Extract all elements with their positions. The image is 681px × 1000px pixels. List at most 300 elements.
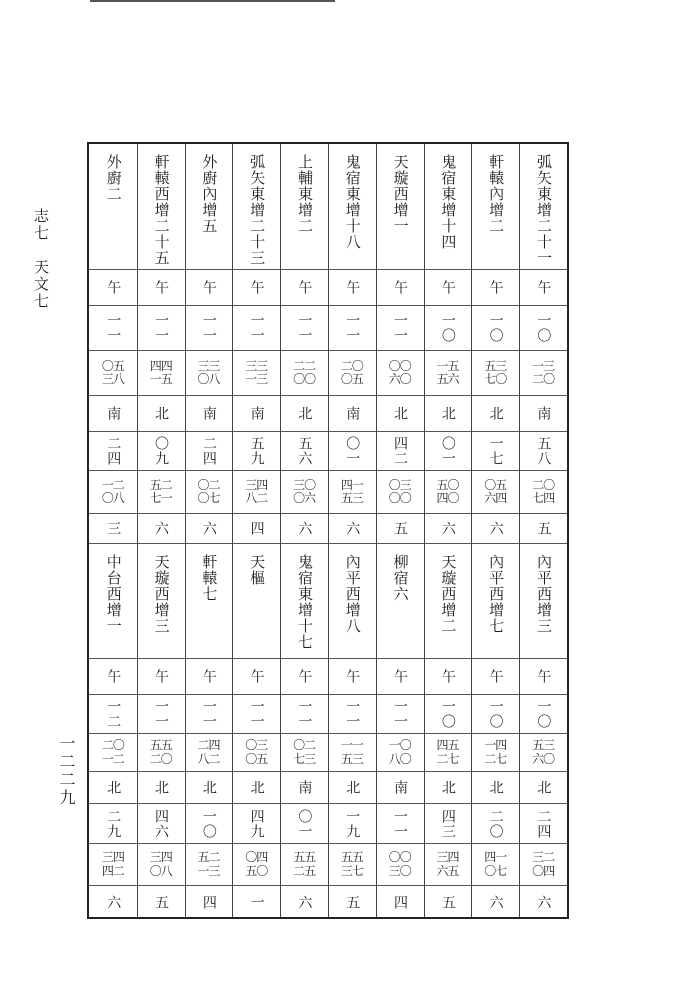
cell-value: 三四 六五 bbox=[436, 850, 459, 878]
cell-value: 五九 bbox=[248, 436, 265, 466]
cell-value: 二四 bbox=[535, 808, 552, 839]
table-cell-deg bbox=[424, 734, 472, 772]
table-cell-mag bbox=[328, 886, 376, 919]
table-cell-hour bbox=[280, 659, 328, 695]
column-divider bbox=[185, 144, 186, 917]
table-cell-star bbox=[280, 144, 328, 270]
table-cell-star bbox=[328, 144, 376, 270]
table-cell-lat bbox=[232, 432, 280, 471]
cell-value: 〇一 bbox=[296, 808, 313, 839]
table-cell-mag bbox=[424, 886, 472, 919]
cell-value: 午 bbox=[487, 669, 504, 684]
table-cell-dir bbox=[185, 772, 233, 804]
table-cell-star bbox=[185, 144, 233, 270]
cell-value: 五三 七〇 bbox=[484, 358, 507, 386]
table-column bbox=[232, 144, 280, 917]
cell-value: 六 bbox=[105, 895, 122, 910]
table-cell-pos bbox=[424, 695, 472, 734]
cell-value: 一〇 bbox=[439, 313, 456, 343]
table-cell-hour bbox=[424, 659, 472, 695]
table-cell-mag_detail bbox=[519, 844, 567, 886]
cell-value: 〇三 〇五 bbox=[245, 738, 268, 766]
cell-value: 四九 bbox=[248, 808, 265, 839]
top-rule bbox=[90, 0, 335, 2]
table-cell-mag_detail bbox=[471, 471, 519, 514]
star-name: 軒轅七 bbox=[200, 554, 219, 602]
table-cell-star bbox=[89, 544, 137, 659]
table-cell-deg bbox=[137, 351, 185, 396]
cell-value: 六 bbox=[535, 895, 552, 910]
cell-value: 北 bbox=[535, 780, 552, 795]
table-cell-pos bbox=[376, 306, 424, 351]
table-column bbox=[280, 144, 328, 917]
cell-value: 二九 bbox=[105, 808, 122, 839]
table-cell-dir bbox=[328, 772, 376, 804]
table-cell-deg bbox=[424, 351, 472, 396]
cell-value: 六 bbox=[344, 521, 361, 536]
table-cell-star bbox=[471, 544, 519, 659]
cell-value: 〇五 六四 bbox=[484, 477, 507, 505]
table-cell-pos bbox=[89, 306, 137, 351]
table-cell-star bbox=[89, 144, 137, 270]
table-column bbox=[471, 144, 519, 917]
cell-value: 六 bbox=[296, 521, 313, 536]
table-cell-pos bbox=[519, 695, 567, 734]
table-cell-mag_detail bbox=[137, 471, 185, 514]
table-column bbox=[89, 144, 137, 917]
cell-value: 六 bbox=[439, 521, 456, 536]
table-cell-mag_detail bbox=[328, 844, 376, 886]
cell-value: 五 bbox=[153, 895, 170, 910]
cell-value: 午 bbox=[535, 669, 552, 684]
table-cell-dir bbox=[280, 396, 328, 432]
table-cell-hour bbox=[471, 270, 519, 306]
cell-value: 四 bbox=[200, 895, 217, 910]
cell-value: 午 bbox=[344, 669, 361, 684]
table-cell-star bbox=[471, 144, 519, 270]
table-cell-mag_detail bbox=[232, 471, 280, 514]
column-divider bbox=[232, 144, 233, 917]
table-column bbox=[185, 144, 233, 917]
table-cell-lat bbox=[519, 804, 567, 844]
cell-value: 一一 bbox=[105, 313, 122, 343]
table-cell-hour bbox=[137, 270, 185, 306]
cell-value: 四 bbox=[392, 895, 409, 910]
table-cell-mag_detail bbox=[424, 844, 472, 886]
cell-value: 北 bbox=[248, 780, 265, 795]
column-divider bbox=[328, 144, 329, 917]
cell-value: 南 bbox=[296, 780, 313, 795]
table-cell-mag bbox=[89, 514, 137, 544]
cell-value: 六 bbox=[296, 895, 313, 910]
table-cell-pos bbox=[89, 695, 137, 734]
column-divider bbox=[424, 144, 425, 917]
table-cell-hour bbox=[280, 270, 328, 306]
cell-value: 三三 〇八 bbox=[197, 358, 220, 386]
table-cell-star bbox=[280, 544, 328, 659]
cell-value: 午 bbox=[392, 280, 409, 295]
table-cell-lat bbox=[424, 432, 472, 471]
page-number: 一二二九 bbox=[57, 735, 76, 807]
table-cell-deg bbox=[328, 351, 376, 396]
table-cell-pos bbox=[376, 695, 424, 734]
table-cell-lat bbox=[137, 804, 185, 844]
table-cell-hour bbox=[232, 270, 280, 306]
cell-value: 三四 四二 bbox=[101, 850, 124, 878]
table-cell-mag_detail bbox=[376, 471, 424, 514]
cell-value: 南 bbox=[200, 406, 217, 421]
table-cell-pos bbox=[137, 695, 185, 734]
table-cell-star bbox=[519, 544, 567, 659]
star-name: 鬼宿東增十八 bbox=[343, 154, 362, 250]
cell-value: 南 bbox=[248, 406, 265, 421]
table-cell-hour bbox=[137, 659, 185, 695]
table-cell-mag_detail bbox=[89, 844, 137, 886]
table-cell-dir bbox=[471, 772, 519, 804]
table-cell-lat bbox=[376, 804, 424, 844]
table-cell-hour bbox=[328, 270, 376, 306]
table-cell-star bbox=[232, 144, 280, 270]
table-column bbox=[519, 144, 567, 917]
table-cell-hour bbox=[376, 270, 424, 306]
table-cell-pos bbox=[471, 695, 519, 734]
cell-value: 午 bbox=[535, 280, 552, 295]
table-cell-dir bbox=[89, 396, 137, 432]
star-name: 天樞 bbox=[248, 554, 267, 586]
table-cell-pos bbox=[328, 306, 376, 351]
table-column bbox=[424, 144, 472, 917]
table-cell-mag bbox=[376, 514, 424, 544]
table-cell-dir bbox=[232, 772, 280, 804]
table-cell-mag bbox=[232, 514, 280, 544]
star-name: 中台西增一 bbox=[104, 554, 123, 634]
cell-value: 〇三 〇〇 bbox=[388, 477, 411, 505]
cell-value: 午 bbox=[153, 669, 170, 684]
table-cell-mag bbox=[137, 514, 185, 544]
star-name: 軒轅西增二十五 bbox=[152, 154, 171, 266]
cell-value: 五 bbox=[439, 895, 456, 910]
star-name: 柳宿六 bbox=[391, 554, 410, 602]
table-cell-lat bbox=[137, 432, 185, 471]
table-cell-pos bbox=[185, 695, 233, 734]
cell-value: 一一 bbox=[200, 313, 217, 343]
cell-value: 〇〇 三〇 bbox=[388, 850, 411, 878]
cell-value: 北 bbox=[153, 780, 170, 795]
cell-value: 五二 一三 bbox=[197, 850, 220, 878]
table-cell-pos bbox=[519, 306, 567, 351]
table-cell-deg bbox=[232, 734, 280, 772]
cell-value: 五五 二〇 bbox=[149, 738, 172, 766]
table-cell-mag_detail bbox=[280, 471, 328, 514]
table-cell-star bbox=[376, 544, 424, 659]
column-divider bbox=[137, 144, 138, 917]
cell-value: 午 bbox=[200, 669, 217, 684]
cell-value: 五 bbox=[392, 521, 409, 536]
table-cell-mag bbox=[471, 886, 519, 919]
table-cell-deg bbox=[280, 734, 328, 772]
table-cell-lat bbox=[471, 432, 519, 471]
star-name: 軒轅內增二 bbox=[487, 154, 506, 234]
cell-value: 一〇 bbox=[487, 313, 504, 343]
cell-value: 一〇 bbox=[439, 699, 456, 729]
cell-value: 一〇 bbox=[535, 699, 552, 729]
table-cell-mag_detail bbox=[185, 471, 233, 514]
cell-value: 〇五 三八 bbox=[101, 358, 124, 386]
column-divider bbox=[280, 144, 281, 917]
table-cell-deg bbox=[471, 351, 519, 396]
cell-value: 一九 bbox=[344, 808, 361, 839]
table-cell-hour bbox=[471, 659, 519, 695]
cell-value: 北 bbox=[105, 780, 122, 795]
table-cell-mag_detail bbox=[376, 844, 424, 886]
cell-value: 五六 bbox=[296, 436, 313, 466]
star-name: 上輔東增二 bbox=[295, 154, 314, 234]
table-cell-lat bbox=[280, 432, 328, 471]
cell-value: 六 bbox=[153, 521, 170, 536]
cell-value: 南 bbox=[535, 406, 552, 421]
cell-value: 四六 bbox=[153, 808, 170, 839]
table-cell-dir bbox=[376, 772, 424, 804]
cell-value: 一一 bbox=[200, 699, 217, 729]
table-cell-mag bbox=[519, 514, 567, 544]
chapter-title: 志七 天文七 bbox=[32, 208, 50, 310]
table-cell-deg bbox=[376, 351, 424, 396]
table-cell-mag bbox=[232, 886, 280, 919]
cell-value: 一〇 八〇 bbox=[388, 738, 411, 766]
table-cell-hour bbox=[519, 659, 567, 695]
cell-value: 一一 五三 bbox=[340, 738, 363, 766]
table-cell-pos bbox=[232, 306, 280, 351]
cell-value: 一一 bbox=[344, 313, 361, 343]
table-cell-mag bbox=[89, 886, 137, 919]
cell-value: 南 bbox=[344, 406, 361, 421]
table-cell-hour bbox=[185, 270, 233, 306]
cell-value: 二〇 bbox=[487, 808, 504, 839]
table-cell-hour bbox=[376, 659, 424, 695]
cell-value: 北 bbox=[439, 406, 456, 421]
cell-value: 三四 〇八 bbox=[149, 850, 172, 878]
table-cell-mag bbox=[185, 514, 233, 544]
cell-value: 北 bbox=[344, 780, 361, 795]
table-cell-mag_detail bbox=[280, 844, 328, 886]
table-cell-lat bbox=[185, 432, 233, 471]
cell-value: 五 bbox=[535, 521, 552, 536]
cell-value: 〇〇 六〇 bbox=[388, 358, 411, 386]
cell-value: 一一 bbox=[153, 313, 170, 343]
table-cell-hour bbox=[185, 659, 233, 695]
table-cell-pos bbox=[280, 306, 328, 351]
table-cell-mag bbox=[424, 514, 472, 544]
cell-value: 五三 六〇 bbox=[532, 738, 555, 766]
cell-value: 午 bbox=[105, 280, 122, 295]
table-cell-star bbox=[376, 144, 424, 270]
cell-value: 五五 三七 bbox=[340, 850, 363, 878]
star-name: 天璇西增一 bbox=[391, 154, 410, 234]
cell-value: 南 bbox=[105, 406, 122, 421]
star-name: 內平西增七 bbox=[487, 554, 506, 634]
table-cell-dir bbox=[185, 396, 233, 432]
table-cell-lat bbox=[232, 804, 280, 844]
table-cell-star bbox=[232, 544, 280, 659]
cell-value: 六 bbox=[487, 895, 504, 910]
cell-value: 北 bbox=[296, 406, 313, 421]
column-divider bbox=[376, 144, 377, 917]
table-cell-star bbox=[519, 144, 567, 270]
star-catalog-table bbox=[87, 142, 569, 919]
cell-value: 三〇 〇六 bbox=[293, 477, 316, 505]
cell-value: 〇四 五〇 bbox=[245, 850, 268, 878]
cell-value: 〇一 bbox=[439, 436, 456, 466]
table-cell-mag_detail bbox=[471, 844, 519, 886]
table-cell-hour bbox=[232, 659, 280, 695]
cell-value: 二〇 〇五 bbox=[340, 358, 363, 386]
cell-value: 午 bbox=[296, 669, 313, 684]
table-cell-mag bbox=[280, 514, 328, 544]
table-cell-deg bbox=[376, 734, 424, 772]
table-cell-lat bbox=[89, 432, 137, 471]
cell-value: 北 bbox=[487, 406, 504, 421]
cell-value: 午 bbox=[296, 280, 313, 295]
cell-value: 〇九 bbox=[153, 436, 170, 466]
cell-value: 四五 二七 bbox=[436, 738, 459, 766]
table-cell-dir bbox=[137, 772, 185, 804]
cell-value: 三四 八二 bbox=[245, 477, 268, 505]
table-cell-dir bbox=[424, 772, 472, 804]
table-cell-hour bbox=[328, 659, 376, 695]
cell-value: 午 bbox=[344, 280, 361, 295]
table-cell-deg bbox=[185, 734, 233, 772]
cell-value: 一二 〇八 bbox=[101, 477, 124, 505]
table-cell-deg bbox=[89, 734, 137, 772]
cell-value: 北 bbox=[487, 780, 504, 795]
star-name: 外廚二 bbox=[104, 154, 123, 202]
cell-value: 五五 二五 bbox=[293, 850, 316, 878]
cell-value: 四一 〇七 bbox=[484, 850, 507, 878]
table-cell-mag bbox=[185, 886, 233, 919]
table-cell-mag bbox=[280, 886, 328, 919]
table-cell-lat bbox=[424, 804, 472, 844]
star-name: 內平西增三 bbox=[534, 554, 553, 634]
cell-value: 三三 一三 bbox=[245, 358, 268, 386]
cell-value: 二四 八二 bbox=[197, 738, 220, 766]
table-cell-pos bbox=[328, 695, 376, 734]
cell-value: 北 bbox=[200, 780, 217, 795]
cell-value: 午 bbox=[487, 280, 504, 295]
cell-value: 午 bbox=[153, 280, 170, 295]
cell-value: 一一 bbox=[153, 699, 170, 729]
table-cell-mag bbox=[137, 886, 185, 919]
table-cell-deg bbox=[185, 351, 233, 396]
column-divider bbox=[519, 144, 520, 917]
cell-value: 三 bbox=[105, 521, 122, 536]
cell-value: 一一 bbox=[296, 313, 313, 343]
table-cell-pos bbox=[280, 695, 328, 734]
table-cell-pos bbox=[424, 306, 472, 351]
star-name: 弧矢東增二十一 bbox=[534, 154, 553, 266]
table-cell-lat bbox=[185, 804, 233, 844]
cell-value: 一一 bbox=[248, 313, 265, 343]
cell-value: 一 bbox=[248, 895, 265, 910]
cell-value: 一二 bbox=[105, 699, 122, 729]
cell-value: 五〇 四〇 bbox=[436, 477, 459, 505]
cell-value: 北 bbox=[392, 406, 409, 421]
table-cell-hour bbox=[519, 270, 567, 306]
table-cell-mag_detail bbox=[89, 471, 137, 514]
table-cell-lat bbox=[471, 804, 519, 844]
cell-value: 四四 一五 bbox=[149, 358, 172, 386]
table-column bbox=[137, 144, 185, 917]
table-cell-dir bbox=[280, 772, 328, 804]
cell-value: 一七 bbox=[487, 436, 504, 466]
cell-value: 午 bbox=[200, 280, 217, 295]
table-cell-dir bbox=[519, 772, 567, 804]
cell-value: 一〇 bbox=[535, 313, 552, 343]
table-cell-lat bbox=[376, 432, 424, 471]
cell-value: 〇一 bbox=[344, 436, 361, 466]
table-cell-mag_detail bbox=[424, 471, 472, 514]
table-cell-dir bbox=[89, 772, 137, 804]
cell-value: 二〇 一二 bbox=[101, 738, 124, 766]
cell-value: 五二 七一 bbox=[149, 477, 172, 505]
table-cell-lat bbox=[328, 432, 376, 471]
table-cell-hour bbox=[89, 659, 137, 695]
cell-value: 一一 bbox=[392, 699, 409, 729]
table-cell-deg bbox=[471, 734, 519, 772]
cell-value: 四三 bbox=[439, 808, 456, 839]
star-name: 天璇西增二 bbox=[439, 554, 458, 634]
table-cell-lat bbox=[328, 804, 376, 844]
cell-value: 〇二 〇七 bbox=[197, 477, 220, 505]
table-cell-star bbox=[424, 144, 472, 270]
cell-value: 一五 五六 bbox=[436, 358, 459, 386]
cell-value: 五八 bbox=[535, 436, 552, 466]
cell-value: 北 bbox=[153, 406, 170, 421]
cell-value: 北 bbox=[439, 780, 456, 795]
table-cell-mag_detail bbox=[185, 844, 233, 886]
cell-value: 一一 bbox=[392, 313, 409, 343]
table-column bbox=[328, 144, 376, 917]
table-cell-pos bbox=[232, 695, 280, 734]
cell-value: 二四 bbox=[105, 436, 122, 466]
table-cell-dir bbox=[471, 396, 519, 432]
table-cell-hour bbox=[424, 270, 472, 306]
star-name: 天璇西增三 bbox=[152, 554, 171, 634]
table-cell-dir bbox=[137, 396, 185, 432]
table-cell-deg bbox=[89, 351, 137, 396]
cell-value: 二四 bbox=[200, 436, 217, 466]
table-cell-star bbox=[137, 144, 185, 270]
star-name: 內平西增八 bbox=[343, 554, 362, 634]
cell-value: 午 bbox=[105, 669, 122, 684]
cell-value: 午 bbox=[248, 280, 265, 295]
cell-value: 午 bbox=[439, 280, 456, 295]
star-name: 鬼宿東增十四 bbox=[439, 154, 458, 250]
cell-value: 五 bbox=[344, 895, 361, 910]
cell-value: 午 bbox=[392, 669, 409, 684]
table-cell-dir bbox=[424, 396, 472, 432]
table-cell-deg bbox=[328, 734, 376, 772]
table-cell-mag_detail bbox=[232, 844, 280, 886]
table-cell-star bbox=[185, 544, 233, 659]
cell-value: 三二 〇四 bbox=[532, 850, 555, 878]
table-cell-hour bbox=[89, 270, 137, 306]
table-cell-mag_detail bbox=[137, 844, 185, 886]
table-cell-dir bbox=[328, 396, 376, 432]
table-cell-deg bbox=[137, 734, 185, 772]
cell-value: 一一 bbox=[392, 808, 409, 839]
star-name: 弧矢東增二十三 bbox=[248, 154, 267, 266]
table-cell-star bbox=[328, 544, 376, 659]
